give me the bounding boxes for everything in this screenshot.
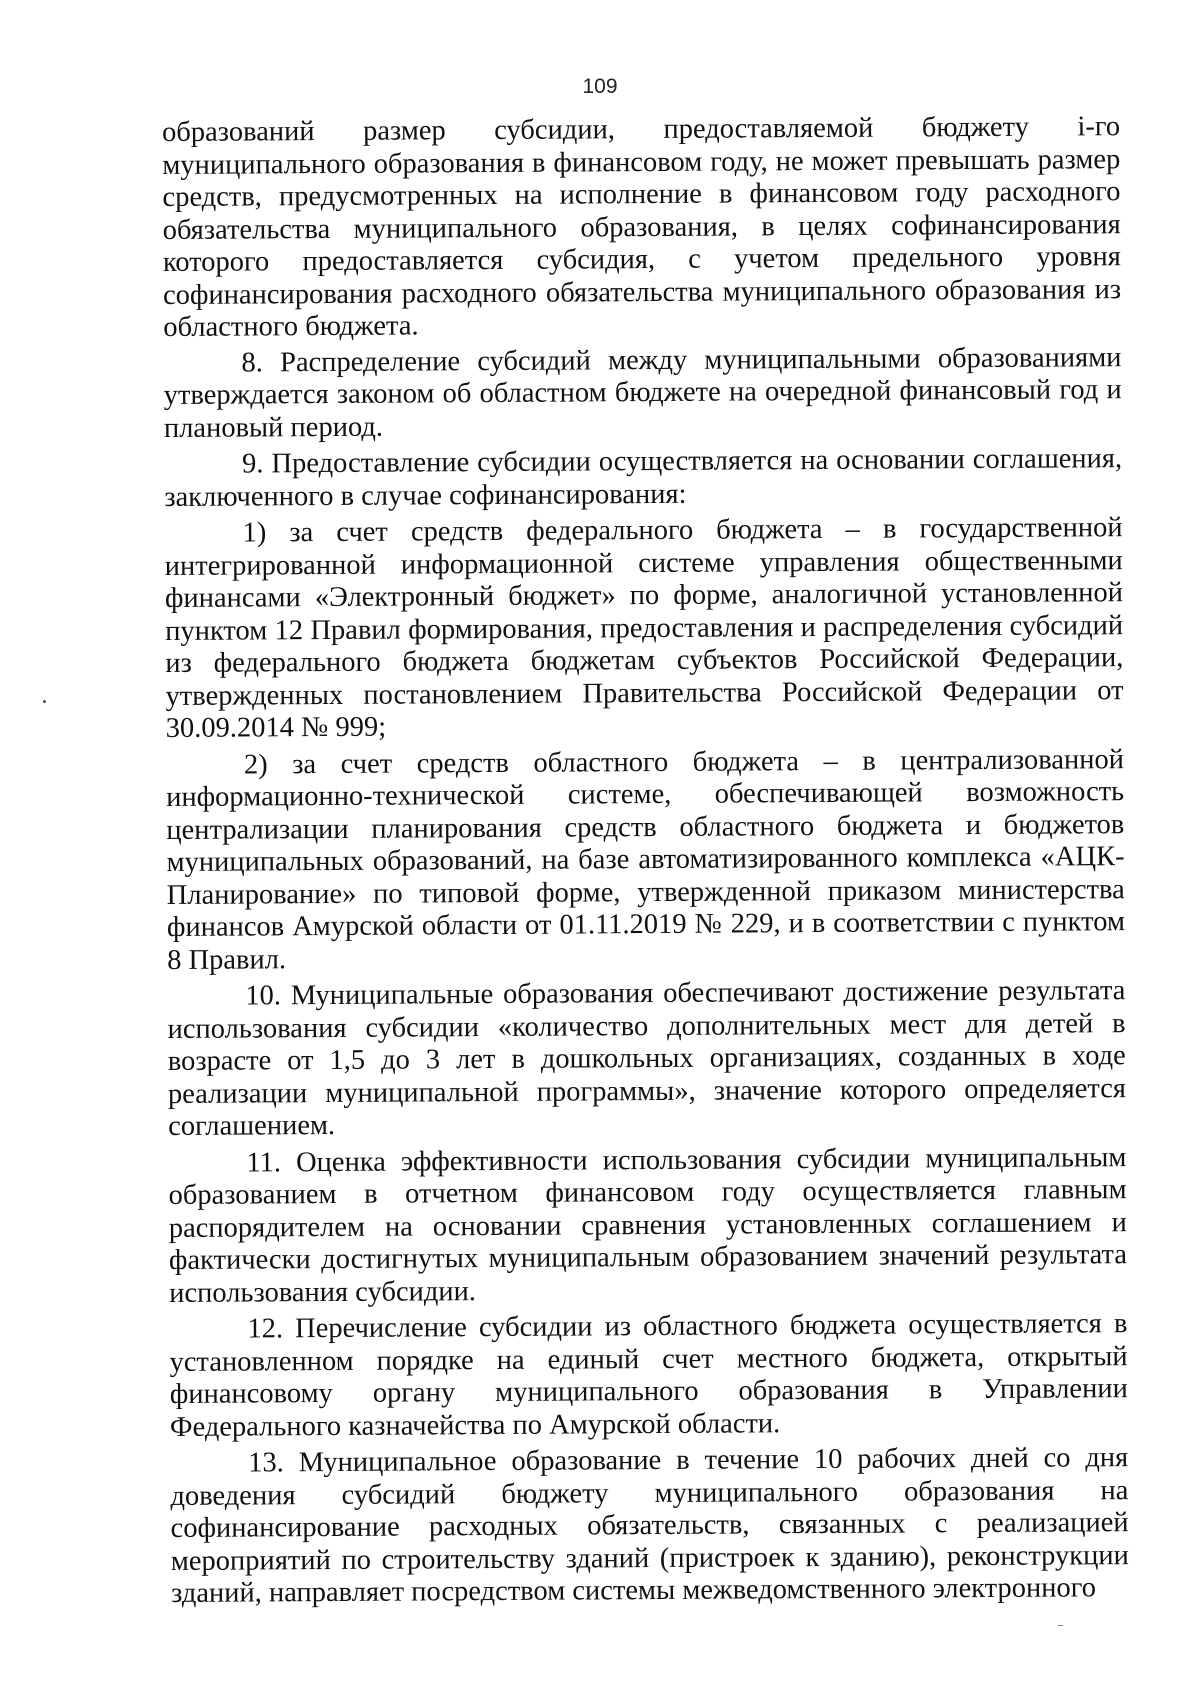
paragraph-11: 11. Оценка эффективности использования субсидии муниципальным образованием в отчетном финансовом году осуществляется главным распорядителем на основании сравнения установленных соглашением и фактически достигнутых муниципальным образованием значений результата использования субсидии. [168, 1141, 1128, 1309]
paragraph-8: 8. Распределение субсидий между муниципальными образованиями утверждается законом об областном бюджете на очередной финансовый год и плановый период. [163, 341, 1122, 444]
paragraph-9: 9. Предоставление субсидии осуществляется на основании соглашения, заключенного в случае софинансирования: [164, 443, 1123, 513]
scan-speck [43, 700, 46, 703]
paragraph-9-item-2: 2) за счет средств областного бюджета – в централизованной информационно-технической системе, обеспечивающей возможность централизации планирования средств областного бюджета и бюджетов муниципальных образований, на базе автоматизированного комплекса «АЦК-Планирование» по типовой форме, утвержденной приказом министерства финансов Амурской области от 01.11.2019 № 229, и в соответствии с пунктом 8 Правил. [166, 743, 1126, 976]
page-number: 109 [582, 75, 618, 98]
paragraph-9-item-1: 1) за счет средств федерального бюджета – в государственной интегрированной информационной системе управления общественными финансами «Электронный бюджет» по форме, аналогичной установленной пунктом 12 Правил формирования, предоставления и распределения субсидий из федерального бюджета бюджетам субъектов Российской Федерации, утвержденных постановлением Правительства Российской Федерации от 30.09.2014 № 999; [164, 512, 1124, 744]
document-body [162, 111, 1129, 1614]
paragraph-13: 13. Муниципальное образование в течение 10 рабочих дней со дня доведения субсидий бюджету муниципального образования на софинансирование расходных обязательств, связанных с реализацией мероприятий по строительству зданий (пристроек к зданию), реконструкции зданий, направляет посредством системы межведомственного электронного [170, 1442, 1129, 1609]
paragraph-continuation: образований размер субсидии, предоставляемой бюджету i-го муниципального образования в финансовом году, не может превышать размер средств, предусмотренных на исполнение в финансовом году расходного обязательства муниципального образования, в целях софинансирования которого предоставляется субсидия, с учетом предельного уровня софинансирования расходного обязательства муниципального образования из областного бюджета. [162, 111, 1122, 343]
scan-speck [1058, 1625, 1063, 1626]
paragraph-10: 10. Муниципальные образования обеспечивают достижение результата использования субсидии «количество дополнительных мест для детей в возрасте от 1,5 до 3 лет в дошкольных организациях, созданных в ходе реализации муниципальной программы», значение которого определяется соглашением. [167, 975, 1127, 1142]
paragraph-12: 12. Перечисление субсидии из областного бюджета осуществляется в установленном порядке на единый счет местного бюджета, открытый финансовому органу муниципального образования в Управлении Федерального казначейства по Амурской области. [169, 1308, 1128, 1443]
